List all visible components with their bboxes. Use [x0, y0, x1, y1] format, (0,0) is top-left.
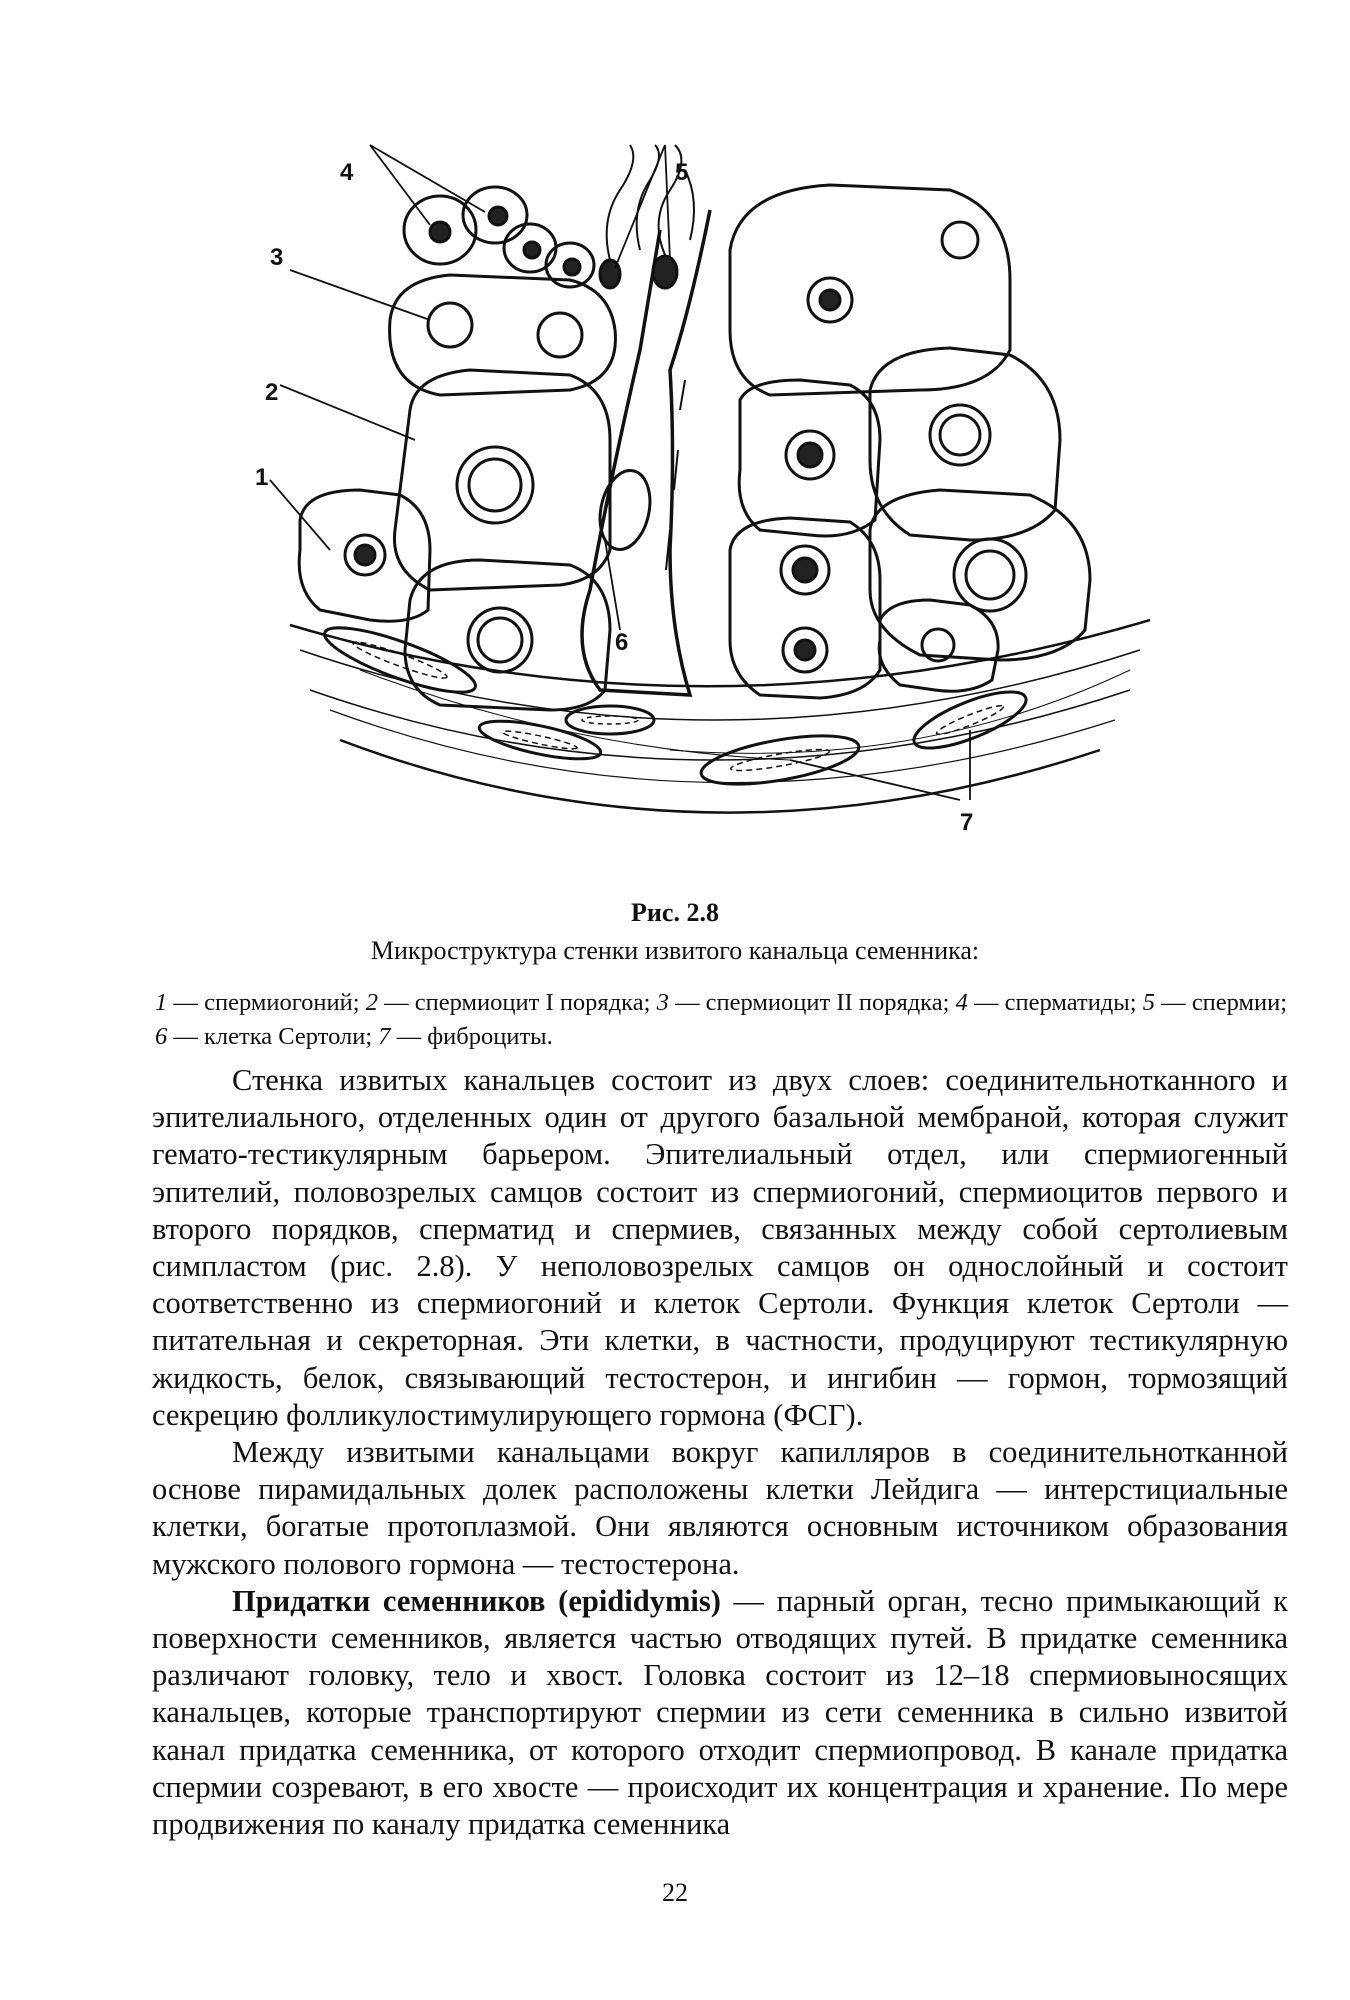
figure-subtitle: Микроструктура стенки извитого канальца семенника:: [370, 936, 980, 965]
legend-num: 7: [378, 1023, 391, 1050]
legend-text: клетка Сертоли;: [204, 1023, 373, 1050]
figure-label-1: 1: [255, 464, 269, 491]
body-text: [152, 1062, 1288, 1843]
paragraph-text: — парный орган, тесно примыкающий к поверхности семенников, является частью отводящих путей. В придатке семенника различают головку, тело и хвост. Головка состоит из 12–18 спермиовыносящих канальцев, которые транспортируют спермии из сети семенника в сильно извитой канал придатка семенника, от которого отходит спермиопровод. В канале придатка спермии созревают, в его хвосте — происходит их концентрация и хранение. По мере продвижения по каналу придатка семенника: [152, 1583, 1288, 1842]
legend-text: спермиогоний;: [204, 989, 360, 1016]
legend-text: сперматиды;: [1004, 989, 1137, 1016]
figure-legend: 1 — спермиогоний; 2 — спермиоцит I порядка; 3 — спермиоцит II порядка; 4 — сперматиды; 5 — спермии; 6 — клетка Сертоли; 7 — фиброциты.: [155, 989, 1288, 1050]
paragraph: [152, 1062, 1288, 1434]
figure-title: Рис. 2.8: [631, 898, 719, 927]
paragraph: [152, 1434, 1288, 1583]
figure-label-2: 2: [265, 379, 279, 406]
figure-label-4: 4: [340, 159, 354, 186]
paragraph-heading: Придатки семенников (epididymis): [232, 1583, 721, 1618]
paragraph-text: Между извитыми канальцами вокруг капилляров в соединительнотканной основе пирамидальных долек расположены клетки Лейдига — интерстициальные клетки, богатые протоплазмой. Они являются основным источником образования мужского полового гормона — тестостерона.: [152, 1435, 1288, 1581]
tubule-wall-illustration: [255, 150, 1170, 890]
paragraph-text: Стенка извитых канальцев состоит из двух слоев: соединительнотканного и эпителиального, отделенных один от другого базальной мембраной, которая служит гемато-тестикулярным барьером. Эпителиальный отдел, или спермиогенный эпителий, половозрелых самцов состоит из спермиогоний, спермиоцитов первого и второго порядков, сперматид и спермиев, связанных между собой сертолиевым симпластом (рис. 2.8). У неполовозрелых самцов он однослойный и состоит соответственно из спермиогоний и клеток Сертоли. Функция клеток Сертоли — питательная и секреторная. Эти клетки, в частности, продуцируют тестикулярную жидкость, белок, связывающий тестостерон, и ингибин — гормон, тормозящий секрецию фолликулостимулирующего гормона (ФСГ).: [152, 1063, 1288, 1432]
legend-text: спермии;: [1191, 989, 1288, 1016]
page-number: 22: [662, 1878, 688, 1907]
legend-text: спермиоцит II порядка;: [705, 989, 950, 1016]
figure-drawing: [255, 150, 1170, 890]
legend-num: 1: [155, 989, 168, 1016]
figure-label-5: 5: [675, 159, 689, 186]
legend-text: фиброциты.: [427, 1023, 553, 1050]
figure-label-7: 7: [960, 809, 974, 836]
figure-label-6: 6: [615, 629, 629, 656]
legend-text: спермиоцит I порядка;: [414, 989, 651, 1016]
legend-num: 2: [365, 989, 378, 1016]
legend-num: 3: [656, 989, 669, 1016]
paragraph: [152, 1583, 1288, 1843]
legend-num: 4: [955, 989, 968, 1016]
figure-label-3: 3: [270, 244, 284, 271]
legend-num: 5: [1142, 989, 1155, 1016]
legend-num: 6: [155, 1023, 168, 1050]
